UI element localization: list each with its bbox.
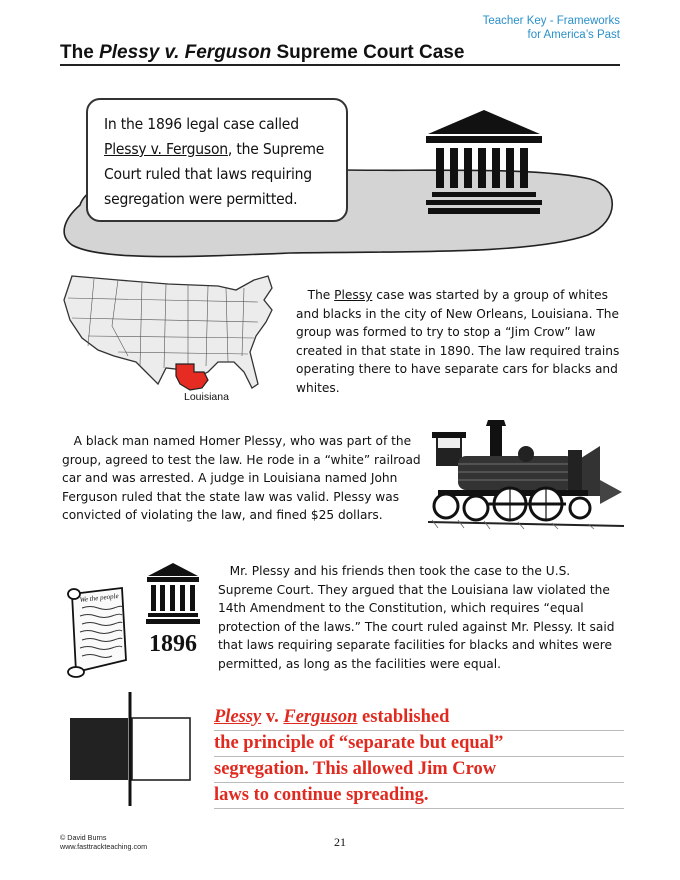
supreme-court-building-icon xyxy=(424,108,544,216)
title-prefix: The xyxy=(60,42,100,63)
callout-line-2 xyxy=(104,137,332,162)
paragraph2-text: A black man named Homer Plessy, who was part of the group, agreed to test the law. He rode in a “white” railroad car and was arrested. A judge in Louisiana named John Ferguson ruled that the state law was valid. Plessy was convicted of violating the law, and fined $25 dollars. xyxy=(62,434,421,523)
page-number: 21 xyxy=(334,835,346,849)
small-court-building-icon xyxy=(146,562,200,624)
paragraph1-plessy: Plessy xyxy=(334,288,373,302)
footer-credits xyxy=(60,833,147,851)
conclusion-plessy: Plessy xyxy=(214,707,262,727)
callout-line-1: In the 1896 legal case called xyxy=(104,115,299,133)
callout-line-3: Court ruled that laws requiring xyxy=(104,165,312,183)
footer-copyright: © David Burns xyxy=(60,833,107,842)
year-1896: 1896 xyxy=(149,631,197,657)
paragraph-homer-plessy xyxy=(62,432,422,525)
teacher-key-line-2: for America’s Past xyxy=(527,29,620,41)
paragraph1-pre: The xyxy=(307,288,335,302)
louisiana-label: Louisiana xyxy=(184,391,229,403)
footer-website: www.fasttrackteaching.com xyxy=(60,842,148,851)
title-suffix: Supreme Court Case xyxy=(271,42,465,63)
callout-line-2-rest: , the Supreme xyxy=(227,140,325,158)
teacher-key-label xyxy=(483,14,620,42)
conclusion-v: v. xyxy=(261,707,284,727)
callout-case-name: Plessy v. Ferguson xyxy=(104,140,228,158)
separate-but-equal-icon xyxy=(68,692,192,806)
conclusion-line-4: laws to continue spreading. xyxy=(214,783,624,809)
paragraph1-post: case was started by a group of whites and blacks in the city of New Orleans, Louisiana. The group was formed to try to stop a “Jim Crow” law created in that state in 1890. The law required trains operating there to have separate cars for blacks and whites. xyxy=(296,288,620,395)
intro-callout-box xyxy=(86,98,348,222)
conclusion-statement xyxy=(214,705,624,809)
teacher-key-line-1: Teacher Key - Frameworks xyxy=(482,15,620,27)
conclusion-line-3: segregation. This allowed Jim Crow xyxy=(214,757,624,783)
callout-line-4: segregation were permitted. xyxy=(104,190,298,208)
conclusion-line-1-rest: established xyxy=(357,707,450,727)
paragraph3-text: Mr. Plessy and his friends then took the case to the U.S. Supreme Court. They argued that the Louisiana law violated the 14th Amendment to the Constitution, which requires “equal protection of the laws.” The court ruled against Mr. Plessy. It said that laws requiring separate facilities for blacks and whites were permitted, as long as the facilities were equal. xyxy=(218,564,615,671)
paragraph-case-origin xyxy=(296,286,626,398)
conclusion-line-1 xyxy=(214,705,624,731)
conclusion-line-2: the principle of “separate but equal” xyxy=(214,731,624,757)
conclusion-ferguson: Ferguson xyxy=(283,707,358,727)
title-case-name: Plessy v. Ferguson xyxy=(99,42,272,63)
steam-locomotive-icon xyxy=(428,416,624,530)
scroll-text: We the people xyxy=(79,591,120,604)
title-underline xyxy=(60,64,620,66)
constitution-scroll-icon xyxy=(64,584,134,680)
us-map-louisiana xyxy=(58,266,284,412)
paragraph-supreme-court xyxy=(218,562,620,674)
page-title xyxy=(60,42,464,64)
